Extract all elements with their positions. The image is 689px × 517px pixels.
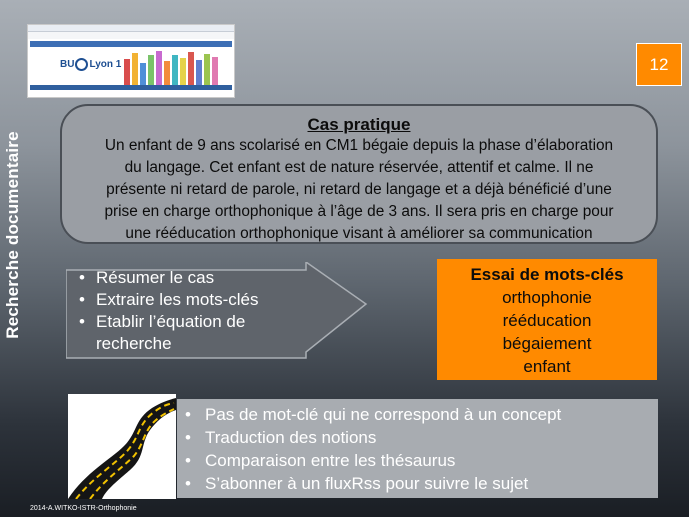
tip-item: • S’abonner à un fluxRss pour suivre le sujet <box>177 472 658 495</box>
tip-item: • Comparaison entre les thésaurus <box>177 449 658 472</box>
case-study-box <box>60 104 658 244</box>
side-title-text: Recherche documentaire <box>3 131 22 339</box>
bu-lyon-website-screenshot <box>27 24 235 98</box>
site-menu-bar <box>30 41 232 47</box>
keywords-title: Essai de mots-clés <box>470 265 624 284</box>
keyword-item: bégaiement <box>502 334 592 353</box>
step-item: • Etablir l’équation de recherche <box>76 311 306 355</box>
footer-credit: 2014-A.WITKO-ISTR-Orthophonie <box>30 505 137 512</box>
case-study-text: Un enfant de 9 ans scolarisé en CM1 bégaie depuis la phase d’élaboration du langage. Cet enfant est de nature réservée, attentif et calme. Il ne présente ni retard de parole, ni retard de langage et a déjà bénéficié d’une prise en charge orthophonique à l’âge de 3 ans. Il sera pris en charge pour une rééducation orthophonique visant à améliorer sa communication <box>104 137 614 242</box>
tip-item: • Traduction des notions <box>177 426 658 449</box>
winding-road-image <box>68 394 176 499</box>
step-item: • Extraire les mots-clés <box>76 289 306 311</box>
keyword-item: orthophonie <box>502 288 592 307</box>
keywords-box <box>437 259 657 380</box>
keyword-item: enfant <box>523 357 571 376</box>
road-icon <box>68 394 176 499</box>
method-steps-list <box>76 267 306 355</box>
site-nav-bar <box>30 85 232 90</box>
tips-list <box>177 399 658 498</box>
bu-lyon-logo: BU Lyon 1 <box>60 59 122 71</box>
step-item: • Résumer le cas <box>76 267 306 289</box>
case-study-title: Cas pratique <box>307 115 411 134</box>
browser-toolbar <box>28 32 234 39</box>
keyword-item: rééducation <box>502 311 592 330</box>
books-banner-image <box>124 51 218 85</box>
logo-ring-icon <box>75 58 88 71</box>
side-title <box>0 110 26 360</box>
tip-item: • Pas de mot-clé qui ne correspond à un concept <box>177 403 658 426</box>
slide-number: 12 <box>636 43 682 86</box>
browser-titlebar <box>28 25 234 32</box>
